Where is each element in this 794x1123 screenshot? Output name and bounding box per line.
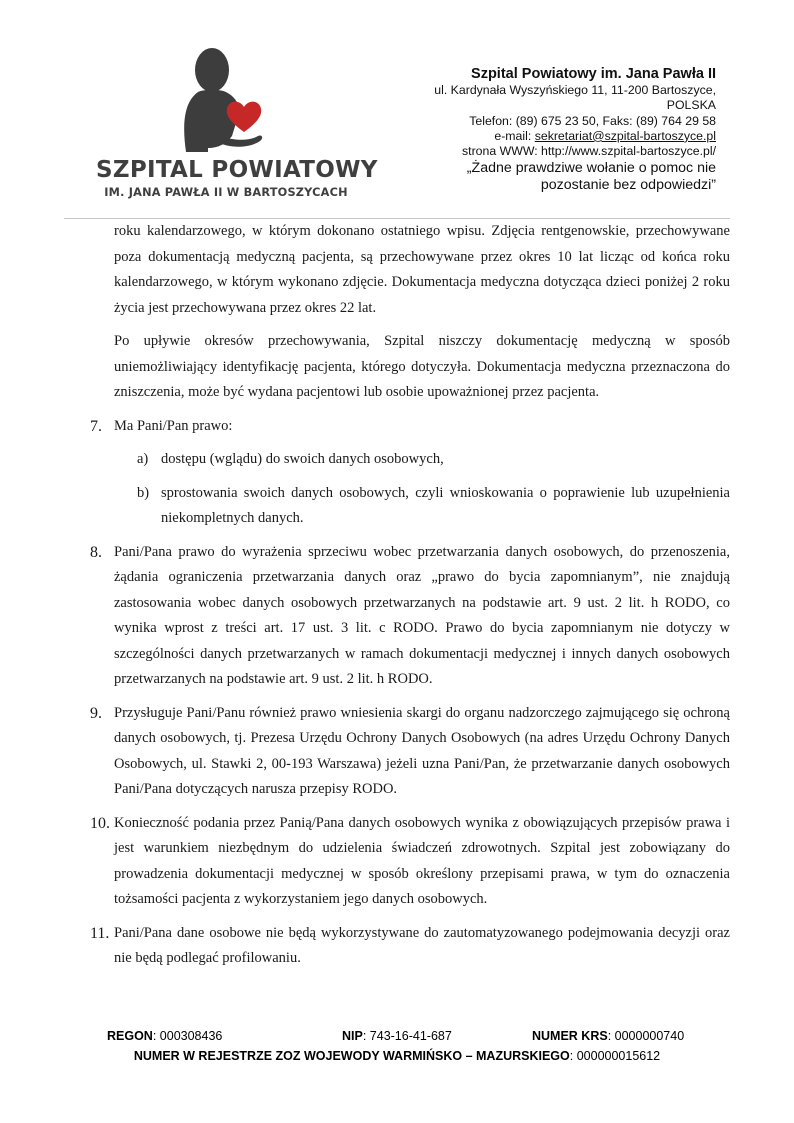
register-value: : 000000015612 bbox=[569, 1049, 661, 1063]
krs-value: : 0000000740 bbox=[607, 1029, 685, 1043]
logo-subtitle: IM. JANA PAWŁA II W BARTOSZYCACH bbox=[104, 186, 348, 199]
nip-value: : 743-16-41-687 bbox=[362, 1029, 452, 1043]
footer-nip bbox=[342, 1029, 452, 1043]
footer-regon bbox=[107, 1029, 222, 1043]
paragraph-continuation: roku kalendarzowego, w którym dokonano ostatniego wpisu. Zdjęcia rentgenowskie, przechowywane poza dokumentacją medyczną pacjenta, są przechowywane przez okres 10 lat licząc od końca roku kalendarzowego, w którym wykonano zdjęcie. Dokumentacja medyczna dotycząca dzieci poniżej 2 roku życia jest przechowywana przez okres 22 lat. bbox=[114, 223, 730, 316]
nip-label: NIP bbox=[342, 1029, 363, 1043]
list-item-10 bbox=[90, 811, 730, 913]
list-item-11 bbox=[90, 921, 730, 972]
sub-item-a bbox=[90, 447, 730, 473]
footer-krs bbox=[532, 1029, 684, 1043]
sub-item-letter: b) bbox=[137, 484, 150, 501]
logo-title: SZPITAL POWIATOWY bbox=[96, 157, 378, 183]
motto bbox=[376, 160, 716, 194]
hospital-emblem-icon bbox=[178, 44, 274, 152]
email-line bbox=[376, 129, 716, 144]
motto-line-2: pozostanie bez odpowiedzi” bbox=[540, 177, 716, 194]
website-line[interactable]: strona WWW: http://www.szpital-bartoszyce.pl/ bbox=[462, 144, 716, 159]
sub-item-letter: a) bbox=[137, 451, 149, 467]
item-text: Pani/Pana dane osobowe nie będą wykorzystywane do zautomatyzowanego podejmowania decyzji oraz nie będą podlegać profilowaniu. bbox=[114, 924, 730, 966]
country-line: POLSKA bbox=[666, 98, 716, 113]
paragraph-retention: Po upływie okresów przechowywania, Szpital niszczy dokumentację medyczną w sposób uniemożliwiający identyfikację pacjenta, którego dotyczyła. Dokumentacja medyczna przeznaczona do zniszczenia, może być wydana pacjentowi lub osobie upoważnionej przez pacjenta. bbox=[114, 333, 730, 400]
email-label: e-mail: bbox=[494, 128, 535, 143]
hospital-logo bbox=[96, 44, 378, 204]
krs-label: NUMER KRS bbox=[532, 1029, 608, 1043]
contact-block bbox=[376, 65, 716, 194]
item-text: Przysługuje Pani/Panu również prawo wniesienia skargi do organu nadzorczego zajmującego się ochroną danych osobowych, tj. Prezesa Urzędu Ochrony Danych Osobowych (na adres Urzędu Ochrony Danych Osobowych, ul. Stawki 2, 00-193 Warszawa) jeżeli uzna Pani/Pan, że przetwarzanie danych osobowych Pani/Pana dotyczących narusza przepisy RODO. bbox=[114, 704, 730, 797]
phone-line: Telefon: (89) 675 23 50, Faks: (89) 764 29 58 bbox=[469, 113, 716, 128]
sub-item-b bbox=[90, 481, 730, 532]
item-text: Pani/Pana prawo do wyrażenia sprzeciwu wobec przetwarzania danych osobowych, do przenoszenia, żądania ograniczenia przetwarzania danych oraz „prawo do bycia zapomnianym”, nie znajdują zastosowania wobec danych osobowych przetwarzanych na podstawie art. 9 ust. 2 lit. h RODO, co wynika wprost z treści art. 17 ust. 3 lit. c RODO. Prawo do bycia zapomnianym nie dotyczy w szczególności danych przetwarzanych w ramach dokumentacji medycznej i innych danych osobowych przetwarzanych na podstawie art. 9 ust. 2 lit. h RODO. bbox=[114, 543, 730, 687]
list-item-7 bbox=[90, 414, 730, 440]
sub-item-text: dostępu (wglądu) do swoich danych osobowych, bbox=[161, 451, 444, 467]
regon-value: : 000308436 bbox=[152, 1029, 223, 1043]
register-label: NUMER W REJESTRZE ZOZ WOJEWODY WARMIŃSKO – MAZURSKIEGO bbox=[133, 1049, 570, 1063]
item-text: Ma Pani/Pan prawo: bbox=[114, 417, 233, 434]
email-link[interactable]: sekretariat@szpital-bartoszyce.pl bbox=[534, 128, 716, 143]
document-body bbox=[90, 219, 730, 980]
motto-line-1: „Żadne prawdziwe wołanie o pomoc nie bbox=[466, 160, 716, 177]
item-number: 8. bbox=[90, 543, 102, 561]
sub-item-text: sprostowania swoich danych osobowych, czyli wnioskowania o poprawienie lub uzupełnienia niekompletnych danych. bbox=[161, 484, 730, 526]
footer-register bbox=[0, 1049, 794, 1063]
item-text: Konieczność podania przez Panią/Pana danych osobowych wynika z obowiązujących przepisów prawa i jest warunkiem niezbędnym do udzielenia świadczeń zdrowotnych. Szpital jest zobowiązany do prowadzenia dokumentacji medycznej w sposób określony przepisami prawa, w tym do oznaczenia tożsamości pacjenta z wykorzystaniem jego danych osobowych. bbox=[114, 814, 730, 907]
item-number: 10. bbox=[90, 814, 110, 832]
hospital-name: Szpital Powiatowy im. Jana Pawła II bbox=[471, 66, 716, 82]
list-item-8 bbox=[90, 540, 730, 693]
item-number: 11. bbox=[90, 924, 110, 942]
regon-label: REGON bbox=[107, 1029, 153, 1043]
item-number: 7. bbox=[90, 417, 102, 435]
list-item-9 bbox=[90, 701, 730, 803]
item-number: 9. bbox=[90, 704, 102, 722]
address-line: ul. Kardynała Wyszyńskiego 11, 11-200 Bartoszyce, bbox=[434, 83, 716, 97]
